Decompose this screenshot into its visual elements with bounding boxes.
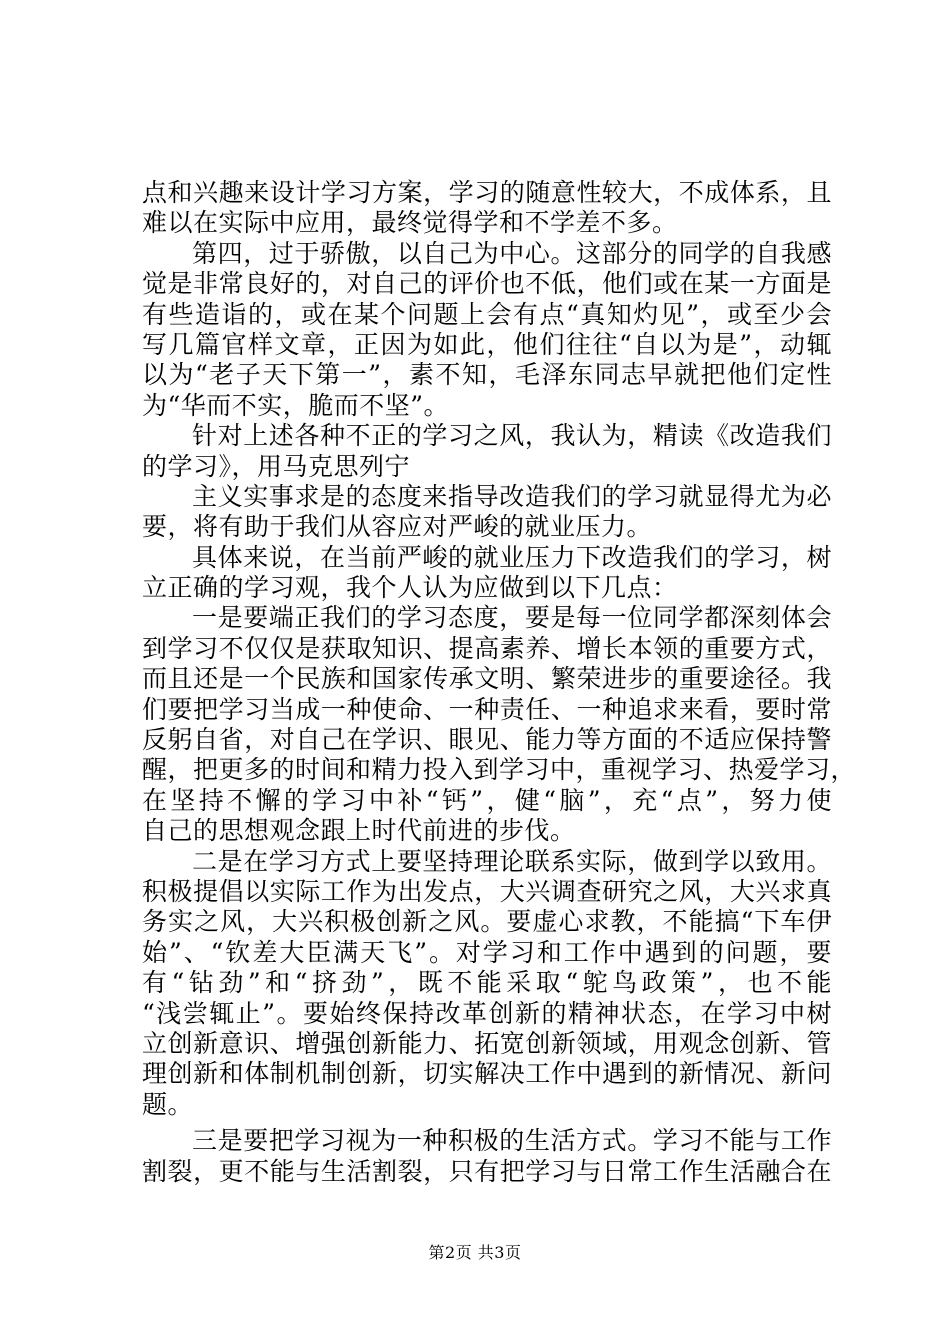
text-line: 题。 xyxy=(142,1089,194,1119)
text-line: 有“钻劲”和“挤劲”，既不能采取“鸵鸟政策”，也不能 xyxy=(142,968,832,998)
text-line: 反躬自省，对自己在学识、眼见、能力等方面的不适应保持警 xyxy=(142,725,832,755)
text-line: 一是要端正我们的学习态度，要是每一位同学都深刻体会 xyxy=(192,603,832,633)
text-line: 务实之风，大兴积极创新之风。要虚心求教，不能搞“下车伊 xyxy=(142,907,832,937)
body-text xyxy=(142,178,857,1187)
text-line: “浅尝辄止”。要始终保持改革创新的精神状态，在学习中树 xyxy=(142,998,832,1028)
text-line: 到学习不仅仅是获取知识、提高素养、增长本领的重要方式， xyxy=(142,633,832,663)
text-line: 理创新和体制机制创新，切实解决工作中遇到的新情况、新问 xyxy=(142,1059,832,1089)
text-line: 有些造诣的，或在某个问题上会有点“真知灼见”，或至少会 xyxy=(142,299,832,329)
text-line: 立正确的学习观，我个人认为应做到以下几点： xyxy=(142,573,678,603)
page-number-footer: 第2页 共3页 xyxy=(428,1243,522,1262)
text-line: 觉是非常良好的，对自己的评价也不低，他们或在某一方面是 xyxy=(142,269,832,299)
text-line: 三是要把学习视为一种积极的生活方式。学习不能与工作 xyxy=(192,1126,832,1156)
text-line: 而且还是一个民族和国家传承文明、繁荣进步的重要途径。我 xyxy=(142,664,832,694)
text-line: 以为“老子天下第一”，素不知，毛泽东同志早就把他们定性 xyxy=(142,360,832,390)
text-line: 始”、“钦差大臣满天飞”。对学习和工作中遇到的问题，要 xyxy=(142,937,832,967)
text-line: 积极提倡以实际工作为出发点，大兴调查研究之风，大兴求真 xyxy=(142,876,832,906)
text-line: 难以在实际中应用，最终觉得学和不学差不多。 xyxy=(142,208,678,238)
text-line: 具体来说，在当前严峻的就业压力下改造我们的学习，树 xyxy=(192,542,832,572)
text-line: 的学习》，用马克思列宁 xyxy=(142,451,411,481)
text-line: 针对上述各种不正的学习之风，我认为，精读《改造我们 xyxy=(192,421,832,451)
text-line: 要，将有助于我们从容应对严峻的就业压力。 xyxy=(142,512,653,542)
text-line: 自己的思想观念跟上时代前进的步伐。 xyxy=(142,816,576,846)
text-line: 立创新意识、增强创新能力、拓宽创新领域，用观念创新、管 xyxy=(142,1028,832,1058)
text-line: 为“华而不实，脆而不坚”。 xyxy=(142,390,450,420)
text-line: 醒，把更多的时间和精力投入到学习中，重视学习、热爱学习， xyxy=(142,755,857,785)
text-line: 在坚持不懈的学习中补“钙”，健“脑”，充“点”，努力使 xyxy=(142,785,832,815)
text-line: 二是在学习方式上要坚持理论联系实际，做到学以致用。 xyxy=(192,846,832,876)
text-line: 割裂，更不能与生活割裂，只有把学习与日常工作生活融合在 xyxy=(142,1156,832,1186)
text-line: 点和兴趣来设计学习方案，学习的随意性较大，不成体系，且 xyxy=(142,178,832,207)
text-line: 们要把学习当成一种使命、一种责任、一种追求来看，要时常 xyxy=(142,694,832,724)
text-line: 写几篇官样文章，正因为如此，他们往往“自以为是”，动辄 xyxy=(142,329,832,359)
text-line: 第四，过于骄傲，以自己为中心。这部分的同学的自我感 xyxy=(192,238,832,268)
text-line: 主义实事求是的态度来指导改造我们的学习就显得尤为必 xyxy=(192,481,832,511)
